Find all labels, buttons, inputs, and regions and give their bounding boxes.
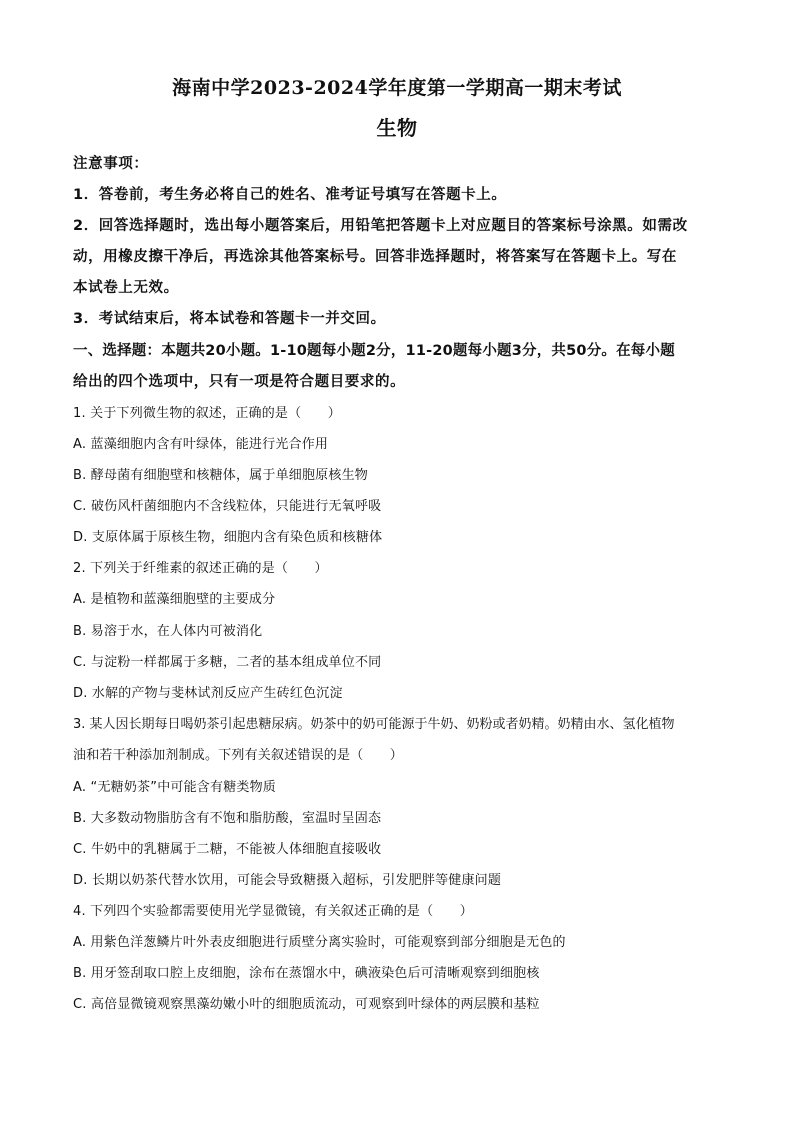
question-3-option-c: C. 牛奶中的乳糖属于二糖，不能被人体细胞直接吸收 [73, 842, 382, 857]
notice-item-2-line-3: 本试卷上无效。 [73, 280, 179, 296]
question-1-stem: 1. 关于下列微生物的叙述，正确的是（ ） [73, 406, 341, 421]
section-heading-line-1: 一、选择题：本题共20小题。1-10题每小题2分，11-20题每小题3分，共50分。在每小题 [73, 343, 675, 359]
notice-item-2-line-2: 动，用橡皮擦干净后，再选涂其他答案标号。回答非选择题时，将答案写在答题卡上。写在 [73, 249, 677, 265]
question-4-option-c: C. 高倍显微镜观察黑藻幼嫩小叶的细胞质流动，可观察到叶绿体的两层膜和基粒 [73, 997, 540, 1012]
section-heading-line-2: 给出的四个选项中，只有一项是符合题目要求的。 [73, 374, 406, 390]
question-3-option-b: B. 大多数动物脂肪含有不饱和脂肪酸，室温时呈固态 [73, 811, 382, 826]
question-2-option-a: A. 是植物和蓝藻细胞壁的主要成分 [73, 592, 276, 607]
question-1-option-d: D. 支原体属于原核生物，细胞内含有染色质和核糖体 [73, 530, 383, 545]
notice-item-3: 3．考试结束后，将本试卷和答题卡一并交回。 [73, 311, 386, 327]
exam-title: 海南中学2023-2024学年度第一学期高一期末考试 [172, 77, 622, 99]
exam-subject: 生物 [376, 116, 418, 140]
question-1-option-c: C. 破伤风杆菌细胞内不含线粒体，只能进行无氧呼吸 [73, 499, 382, 514]
question-1-option-b: B. 酵母菌有细胞壁和核糖体，属于单细胞原核生物 [73, 468, 368, 483]
question-3-stem-line-2: 油和若干种添加剂制成。下列有关叙述错误的是（ ） [73, 748, 404, 763]
question-3-option-d: D. 长期以奶茶代替水饮用，可能会导致糖摄入超标，引发肥胖等健康问题 [73, 873, 502, 888]
notice-heading: 注意事项： [73, 156, 149, 172]
notice-item-1: 1．答卷前，考生务必将自己的姓名、准考证号填写在答题卡上。 [73, 187, 507, 203]
question-2-option-c: C. 与淀粉一样都属于多糖，二者的基本组成单位不同 [73, 655, 382, 670]
question-4-stem: 4. 下列四个实验都需要使用光学显微镜，有关叙述正确的是（ ） [73, 904, 473, 919]
question-4-option-a: A. 用紫色洋葱鳞片叶外表皮细胞进行质壁分离实验时，可能观察到部分细胞是无色的 [73, 935, 566, 950]
question-2-option-d: D. 水解的产物与斐林试剂反应产生砖红色沉淀 [73, 686, 343, 701]
notice-item-2-line-1: 2．回答选择题时，选出每小题答案后，用铅笔把答题卡上对应题目的答案标号涂黑。如需改 [73, 218, 688, 234]
question-2-stem: 2. 下列关于纤维素的叙述正确的是（ ） [73, 561, 328, 576]
question-2-option-b: B. 易溶于水，在人体内可被消化 [73, 624, 263, 639]
question-3-option-a: A. “无糖奶茶”中可能含有糖类物质 [73, 780, 276, 795]
question-3-stem-line-1: 3. 某人因长期每日喝奶茶引起患糖尿病。奶茶中的奶可能源于牛奶、奶粉或者奶精。奶精由水、氢化植物 [73, 717, 675, 732]
question-4-option-b: B. 用牙签刮取口腔上皮细胞，涂布在蒸馏水中，碘液染色后可清晰观察到细胞核 [73, 966, 540, 981]
question-1-option-a: A. 蓝藻细胞内含有叶绿体，能进行光合作用 [73, 437, 329, 452]
